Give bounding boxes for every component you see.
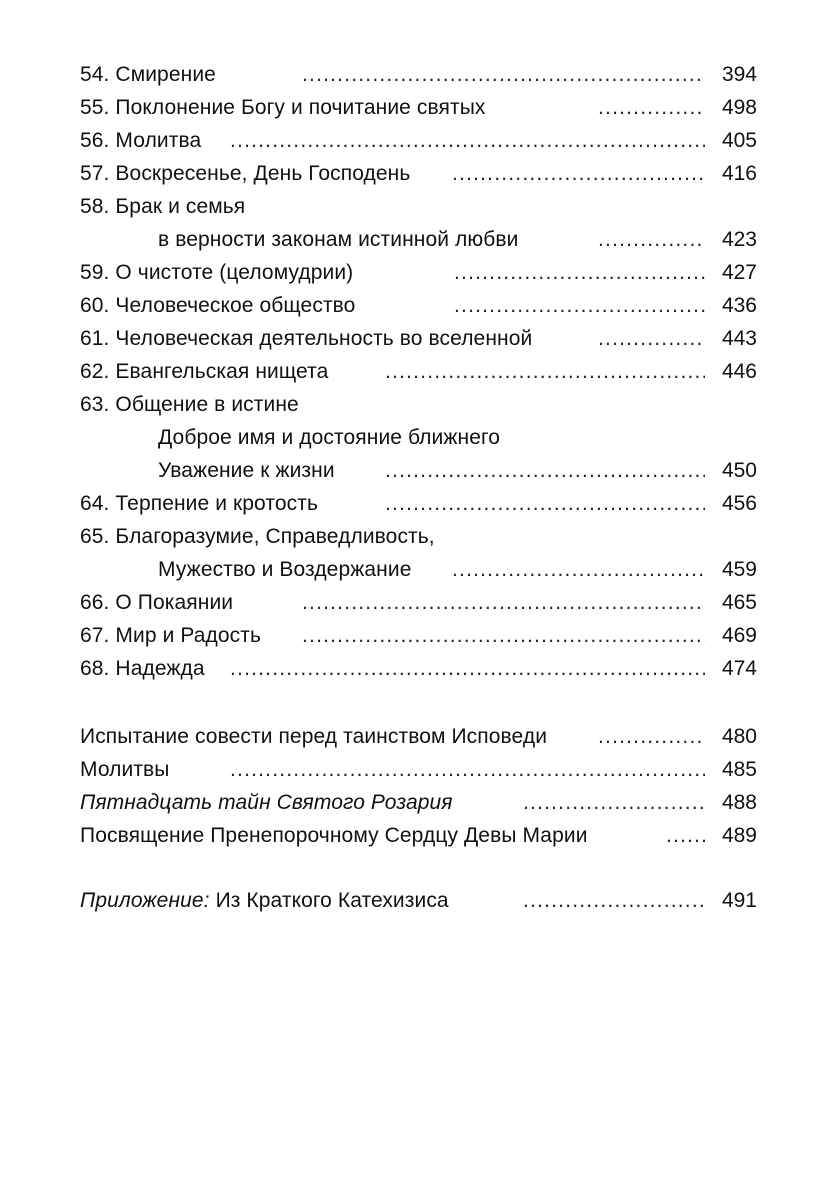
- dot-leader: [452, 159, 705, 189]
- toc-entry-label: 56. Молитва: [80, 129, 202, 152]
- dot-leader: [454, 291, 705, 321]
- toc-entry-63: [80, 390, 757, 420]
- toc-entry-67: [80, 621, 757, 651]
- dot-leader: [385, 456, 705, 486]
- toc-entry-label: 61. Человеческая деятельность во вселенной: [80, 327, 533, 350]
- dot-leader: [452, 555, 705, 585]
- toc-entry-label: 66. О Покаянии: [80, 591, 234, 614]
- toc-entry-65-continued: [80, 555, 757, 585]
- toc-entry-58-continued: [80, 225, 757, 255]
- toc-entry-60: [80, 291, 757, 321]
- toc-entry-label: 59. О чистоте (целомудрии): [80, 261, 354, 284]
- dot-leader: [230, 654, 705, 684]
- dot-leader: [523, 886, 705, 916]
- toc-entry-label: 55. Поклонение Богу и почитание святых: [80, 96, 486, 119]
- toc-entry-page: 450: [721, 459, 757, 482]
- toc-entry-57: [80, 159, 757, 189]
- toc-entry-63-continued: [80, 423, 757, 453]
- toc-entry-61: [80, 324, 757, 354]
- toc-entry-54: [80, 60, 757, 90]
- toc-entry-68: [80, 654, 757, 684]
- toc-entry-page: 443: [721, 327, 757, 350]
- dot-leader: [230, 126, 705, 156]
- dot-leader: [598, 722, 705, 752]
- toc-entry-58: [80, 192, 757, 222]
- toc-entry-label: 60. Человеческое общество: [80, 294, 356, 317]
- toc-entry-page: 459: [721, 558, 757, 581]
- toc-entry-page: 456: [721, 492, 757, 515]
- dot-leader: [302, 588, 705, 618]
- toc-entry-page: 498: [721, 96, 757, 119]
- toc-entry-page: 436: [721, 294, 757, 317]
- toc-entry-label: Молитвы: [80, 758, 170, 781]
- toc-entry-59: [80, 258, 757, 288]
- toc-entry-label: 68. Надежда: [80, 657, 205, 680]
- dot-leader: [230, 755, 705, 785]
- dot-leader: [523, 788, 705, 818]
- toc-entry-label: Испытание совести перед таинством Исповеди: [80, 725, 548, 748]
- dot-leader: [598, 93, 705, 123]
- dot-leader: [302, 621, 705, 651]
- toc-entry-label: в верности законам истинной любви: [158, 228, 519, 251]
- toc-extra-confession: [80, 722, 757, 752]
- toc-entry-page: 394: [721, 63, 757, 86]
- toc-entry-label: Пятнадцать тайн Святого Розария: [80, 791, 453, 814]
- toc-appendix-label: [80, 886, 449, 916]
- toc-entry-page: 488: [721, 791, 757, 814]
- toc-entry-66: [80, 588, 757, 618]
- toc-entry-63-continued: [80, 456, 757, 486]
- toc-entry-label: 57. Воскресенье, День Господень: [80, 162, 411, 185]
- toc-entry-label: Уважение к жизни: [158, 459, 335, 482]
- toc-entry-55: [80, 93, 757, 123]
- toc-appendix: [80, 886, 757, 916]
- toc-entry-page: 485: [721, 758, 757, 781]
- toc-entry-label: Посвящение Пренепорочному Сердцу Девы Марии: [80, 824, 588, 847]
- toc-entry-page: 474: [721, 657, 757, 680]
- toc-entry-label: 65. Благоразумие, Справедливость,: [80, 525, 435, 548]
- toc-entry-page: 446: [721, 360, 757, 383]
- toc-entry-56: [80, 126, 757, 156]
- toc-entry-62: [80, 357, 757, 387]
- toc-entry-label: 63. Общение в истине: [80, 393, 299, 416]
- toc-entry-page: 480: [721, 725, 757, 748]
- toc-entry-label: 58. Брак и семья: [80, 195, 246, 218]
- appendix-title: Из Краткого Катехизиса: [215, 889, 449, 912]
- toc-entry-label: 62. Евангельская нищета: [80, 360, 329, 383]
- toc-entry-page: 405: [721, 129, 757, 152]
- dot-leader: [454, 258, 705, 288]
- appendix-prefix: Приложение:: [80, 889, 210, 912]
- toc-entry-64: [80, 489, 757, 519]
- toc-entry-page: 427: [721, 261, 757, 284]
- toc-entry-65: [80, 522, 757, 552]
- toc-entry-label: 67. Мир и Радость: [80, 624, 262, 647]
- toc-entry-page: 491: [721, 889, 757, 912]
- dot-leader: [385, 489, 705, 519]
- toc-entry-page: 469: [721, 624, 757, 647]
- toc-entry-page: 489: [721, 824, 757, 847]
- toc-entry-page: 465: [721, 591, 757, 614]
- toc-entry-label: 54. Смирение: [80, 63, 216, 86]
- dot-leader: [385, 357, 705, 387]
- toc-entry-page: 423: [721, 228, 757, 251]
- toc-entry-page: 416: [721, 162, 757, 185]
- toc-entry-label: Мужество и Воздержание: [158, 558, 412, 581]
- toc-entry-label: Доброе имя и достояние ближнего: [158, 426, 501, 449]
- toc-extra-rosary: [80, 788, 757, 818]
- dot-leader: [302, 60, 705, 90]
- toc-extra-consecration: [80, 821, 757, 851]
- dot-leader: [598, 225, 705, 255]
- dot-leader: [598, 324, 705, 354]
- toc-extra-prayers: [80, 755, 757, 785]
- toc-entry-label: 64. Терпение и кротость: [80, 492, 318, 515]
- dot-leader: [666, 821, 705, 851]
